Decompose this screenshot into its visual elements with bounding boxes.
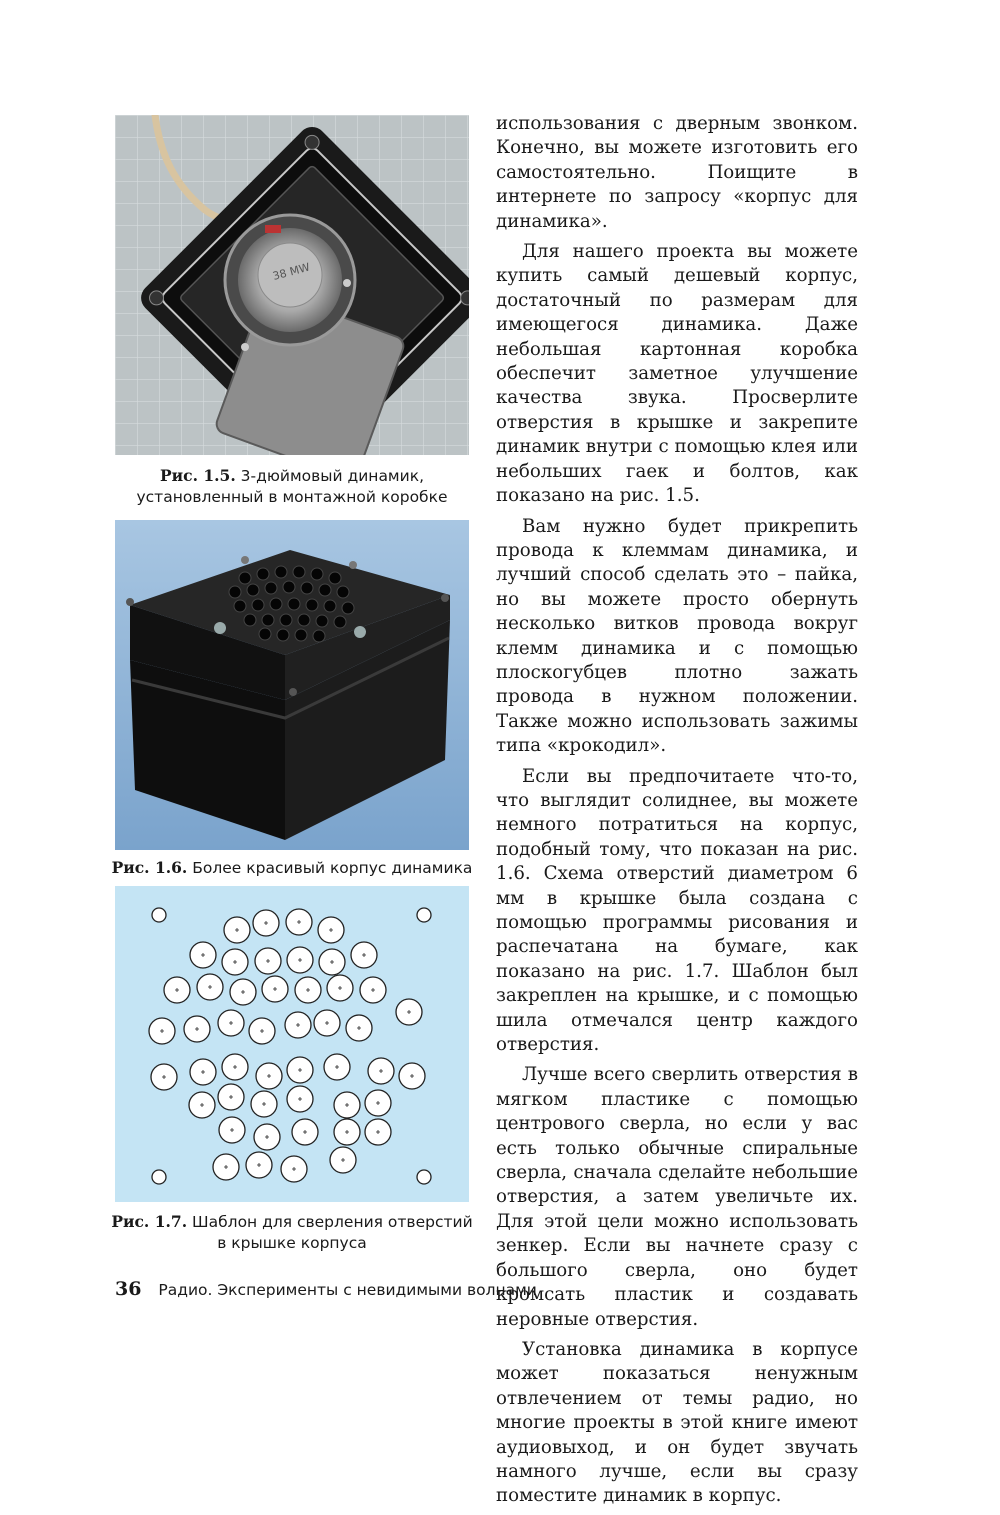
figure-1-5-photo xyxy=(115,115,469,455)
speaker-in-box-illustration xyxy=(115,115,469,455)
book-title: Радио. Эксперименты с невидимыми волнами xyxy=(158,1281,537,1299)
figure-label: Рис. 1.6. xyxy=(111,858,188,877)
body-text-column xyxy=(496,112,858,1515)
paragraph: Лучше всего сверлить отверстия в мягком пластике с помощью центрового сверла, но если у вас есть только обычные спиральные сверла, сначала сделайте небольшие отверстия, а затем увеличьте их. Для этой цели можно использовать зенкер. Если вы начнете сразу с большого сверла, оно будет кромсать пластик и создавать неровные отверстия. xyxy=(496,1064,858,1330)
speaker-marking: 38 MW xyxy=(271,260,312,283)
figure-1-7-template xyxy=(115,886,469,1202)
figure-1-7-caption xyxy=(108,1211,476,1254)
figure-1-5-caption xyxy=(108,465,476,508)
figure-label: Рис. 1.5. xyxy=(159,466,236,485)
paragraph: использования с дверным звонком. Конечно, вы можете изготовить его самостоятельно. Поищите в интернете по запросу «корпус для динамика». xyxy=(496,113,858,232)
figure-caption-text: 3-дюймовый динамик, установленный в монтажной коробке xyxy=(136,467,448,506)
figure-caption-text: Шаблон для сверления отверстий в крышке корпуса xyxy=(192,1213,473,1252)
paragraph: Для нашего проекта вы можете купить самый дешевый корпус, достаточный по размерам для имеющегося динамика. Даже небольшая картонная коробка обеспечит заметное улучшение качества звука. Просверлите отверстия в крышке и закрепите динамик внутри с помощью клея или небольших гаек и болтов, как показано на рис. 1.5. xyxy=(496,241,858,507)
figure-1-6-photo xyxy=(115,520,469,850)
figure-1-6-caption xyxy=(108,857,476,879)
enclosure-illustration xyxy=(115,520,469,850)
page-footer xyxy=(115,1278,537,1300)
paragraph: Если вы предпочитаете что-то, что выглядит солиднее, вы можете немного потратиться на корпус, подобный тому, что показан на рис. 1.6. Схема отверстий диаметром 6 мм в крышке была создана с помощью программы рисования и распечатана на бумаге, как показано на рис. 1.7. Шаблон был закреплен на крышке, и с помощью шила отмечался центр каждого отверстия. xyxy=(496,765,858,1056)
figure-label: Рис. 1.7. xyxy=(111,1212,188,1231)
paragraph: Установка динамика в корпусе может показаться ненужным отвлечением от темы радио, но многие проекты в этой книге имеют аудиовыход, и он будет звучать намного лучше, если вы сразу поместите динамик в корпус. xyxy=(496,1338,858,1507)
drilling-template-illustration xyxy=(115,886,469,1202)
paragraph: Вам нужно будет прикрепить провода к клеммам динамика, и лучший способ сделать это – пайка, но вы можете просто обернуть несколько витков провода вокруг клемм динамика и с помощью плоскогубцев плотно зажать провода в нужном положении. Также можно использовать зажимы типа «крокодил». xyxy=(496,515,858,757)
figure-caption-text: Более красивый корпус динамика xyxy=(192,859,473,877)
page-number: 36 xyxy=(115,1278,142,1300)
